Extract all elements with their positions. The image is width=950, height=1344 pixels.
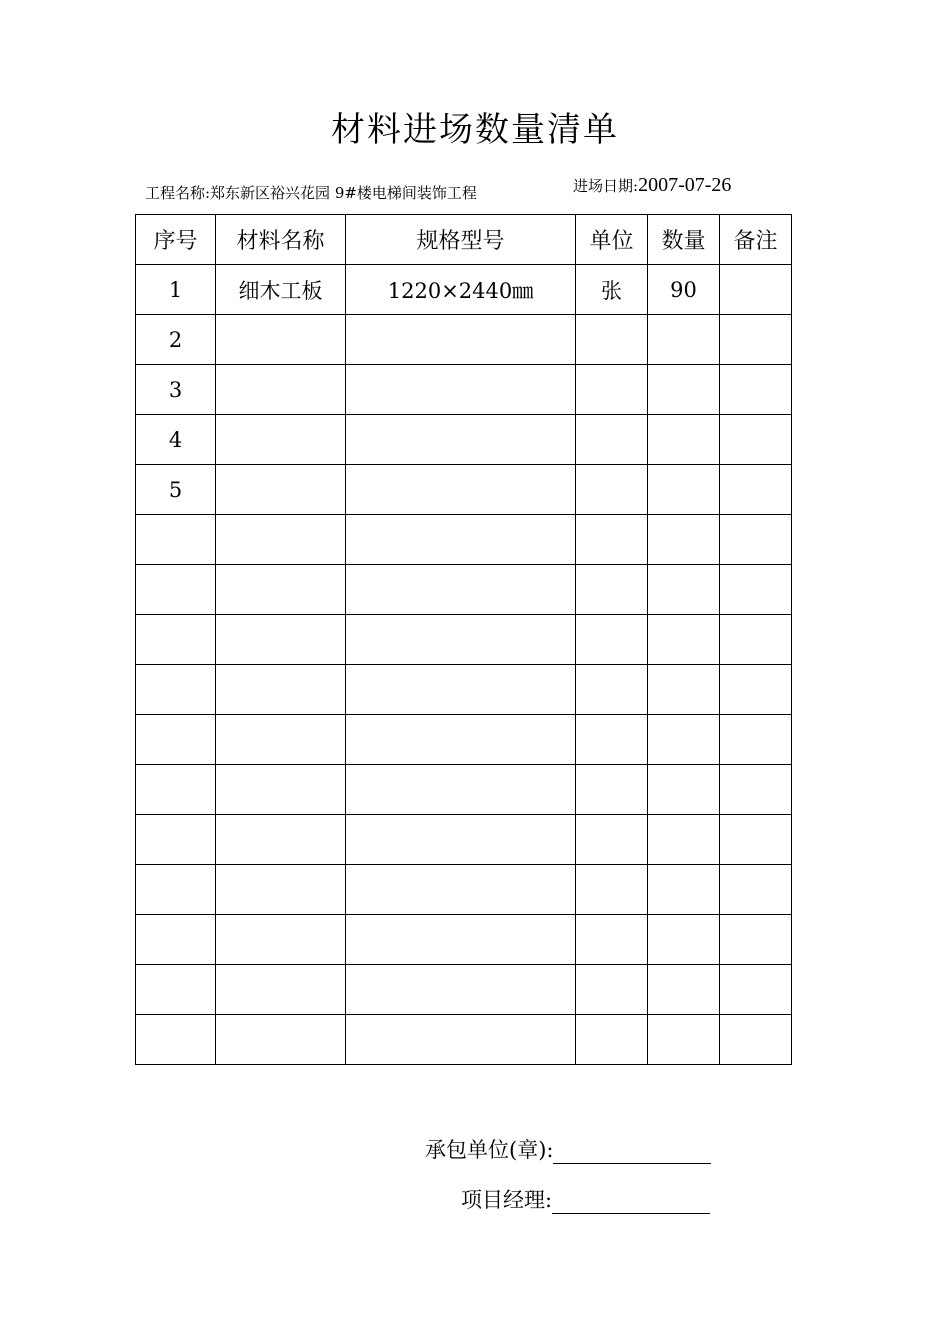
table-row: [136, 265, 792, 315]
cell-material-name: [216, 865, 346, 915]
cell-specification: [346, 765, 576, 815]
header-unit: 单位: [576, 215, 648, 265]
cell-remarks: [720, 715, 792, 765]
cell-quantity: [648, 865, 720, 915]
cell-unit: [576, 615, 648, 665]
cell-index: [136, 665, 216, 715]
cell-specification: [346, 1015, 576, 1065]
table-header-row: [136, 215, 792, 265]
cell-material-name: [216, 665, 346, 715]
cell-specification: [346, 715, 576, 765]
cell-index: [136, 815, 216, 865]
cell-remarks: [720, 815, 792, 865]
cell-remarks: [720, 765, 792, 815]
entry-date-label: 进场日期:: [573, 177, 639, 195]
header-quantity: 数量: [648, 215, 720, 265]
cell-index: [136, 715, 216, 765]
cell-remarks: [720, 565, 792, 615]
cell-material-name: [216, 615, 346, 665]
cell-material-name: [216, 315, 346, 365]
cell-unit: 张: [576, 265, 648, 315]
cell-material-name: [216, 715, 346, 765]
table-row: [136, 915, 792, 965]
cell-unit: [576, 915, 648, 965]
cell-remarks: [720, 315, 792, 365]
cell-index: [136, 965, 216, 1015]
cell-remarks: [720, 365, 792, 415]
cell-unit: [576, 865, 648, 915]
cell-unit: [576, 565, 648, 615]
cell-specification: [346, 815, 576, 865]
header-specification: 规格型号: [346, 215, 576, 265]
table-row: [136, 765, 792, 815]
cell-unit: [576, 415, 648, 465]
cell-remarks: [720, 915, 792, 965]
cell-quantity: [648, 415, 720, 465]
table-row: [136, 1015, 792, 1065]
cell-index: [136, 1015, 216, 1065]
contractor-signature-line[interactable]: [553, 1141, 711, 1164]
cell-quantity: 90: [648, 265, 720, 315]
cell-specification: [346, 865, 576, 915]
contractor-signature: [425, 1134, 711, 1164]
cell-remarks: [720, 665, 792, 715]
cell-quantity: [648, 1015, 720, 1065]
cell-quantity: [648, 615, 720, 665]
document-title: 材料进场数量清单: [331, 110, 619, 150]
cell-material-name: [216, 515, 346, 565]
entry-date-value: 2007-07-26: [638, 174, 732, 196]
cell-quantity: [648, 765, 720, 815]
table-row: [136, 965, 792, 1015]
cell-specification: [346, 515, 576, 565]
cell-unit: [576, 365, 648, 415]
table-row: [136, 715, 792, 765]
cell-specification: [346, 915, 576, 965]
cell-index: [136, 615, 216, 665]
cell-unit: [576, 315, 648, 365]
cell-unit: [576, 815, 648, 865]
materials-table: [135, 214, 792, 1065]
cell-remarks: [720, 865, 792, 915]
cell-material-name: [216, 765, 346, 815]
contractor-label: 承包单位(章):: [425, 1138, 554, 1162]
cell-specification: [346, 365, 576, 415]
cell-material-name: [216, 365, 346, 415]
cell-quantity: [648, 365, 720, 415]
cell-specification: [346, 315, 576, 365]
manager-label: 项目经理:: [461, 1188, 553, 1212]
cell-quantity: [648, 465, 720, 515]
cell-quantity: [648, 915, 720, 965]
cell-material-name: [216, 565, 346, 615]
cell-quantity: [648, 665, 720, 715]
cell-index: 3: [136, 365, 216, 415]
cell-unit: [576, 965, 648, 1015]
table-row: [136, 815, 792, 865]
cell-specification: [346, 565, 576, 615]
header-remarks: 备注: [720, 215, 792, 265]
header-index: 序号: [136, 215, 216, 265]
cell-remarks: [720, 1015, 792, 1065]
cell-quantity: [648, 715, 720, 765]
table-row: [136, 615, 792, 665]
entry-date: [573, 174, 731, 197]
table-row: [136, 415, 792, 465]
cell-index: [136, 865, 216, 915]
cell-specification: [346, 615, 576, 665]
cell-index: [136, 765, 216, 815]
manager-signature-line[interactable]: [552, 1191, 710, 1214]
cell-specification: [346, 465, 576, 515]
cell-quantity: [648, 815, 720, 865]
cell-index: 4: [136, 415, 216, 465]
table-row: [136, 515, 792, 565]
cell-unit: [576, 665, 648, 715]
cell-material-name: [216, 465, 346, 515]
table-row: [136, 315, 792, 365]
cell-material-name: [216, 415, 346, 465]
header-material-name: 材料名称: [216, 215, 346, 265]
cell-index: [136, 915, 216, 965]
cell-material-name: 细木工板: [216, 265, 346, 315]
cell-specification: [346, 415, 576, 465]
cell-remarks: [720, 415, 792, 465]
cell-quantity: [648, 965, 720, 1015]
cell-specification: [346, 665, 576, 715]
table-row: [136, 365, 792, 415]
cell-unit: [576, 515, 648, 565]
manager-signature: [461, 1184, 710, 1214]
cell-material-name: [216, 815, 346, 865]
cell-unit: [576, 1015, 648, 1065]
cell-index: [136, 565, 216, 615]
table-row: [136, 865, 792, 915]
table-row: [136, 665, 792, 715]
cell-quantity: [648, 515, 720, 565]
project-name: 工程名称:郑东新区裕兴花园 9#楼电梯间装饰工程: [145, 184, 477, 202]
cell-remarks: [720, 265, 792, 315]
cell-index: 1: [136, 265, 216, 315]
cell-unit: [576, 715, 648, 765]
cell-quantity: [648, 565, 720, 615]
cell-quantity: [648, 315, 720, 365]
cell-specification: 1220×2440㎜: [346, 265, 576, 315]
cell-material-name: [216, 915, 346, 965]
table-row: [136, 465, 792, 515]
cell-remarks: [720, 465, 792, 515]
cell-material-name: [216, 965, 346, 1015]
cell-specification: [346, 965, 576, 1015]
table-row: [136, 565, 792, 615]
cell-material-name: [216, 1015, 346, 1065]
cell-remarks: [720, 965, 792, 1015]
cell-remarks: [720, 615, 792, 665]
cell-index: 5: [136, 465, 216, 515]
cell-index: [136, 515, 216, 565]
cell-remarks: [720, 515, 792, 565]
cell-unit: [576, 765, 648, 815]
cell-index: 2: [136, 315, 216, 365]
cell-unit: [576, 465, 648, 515]
